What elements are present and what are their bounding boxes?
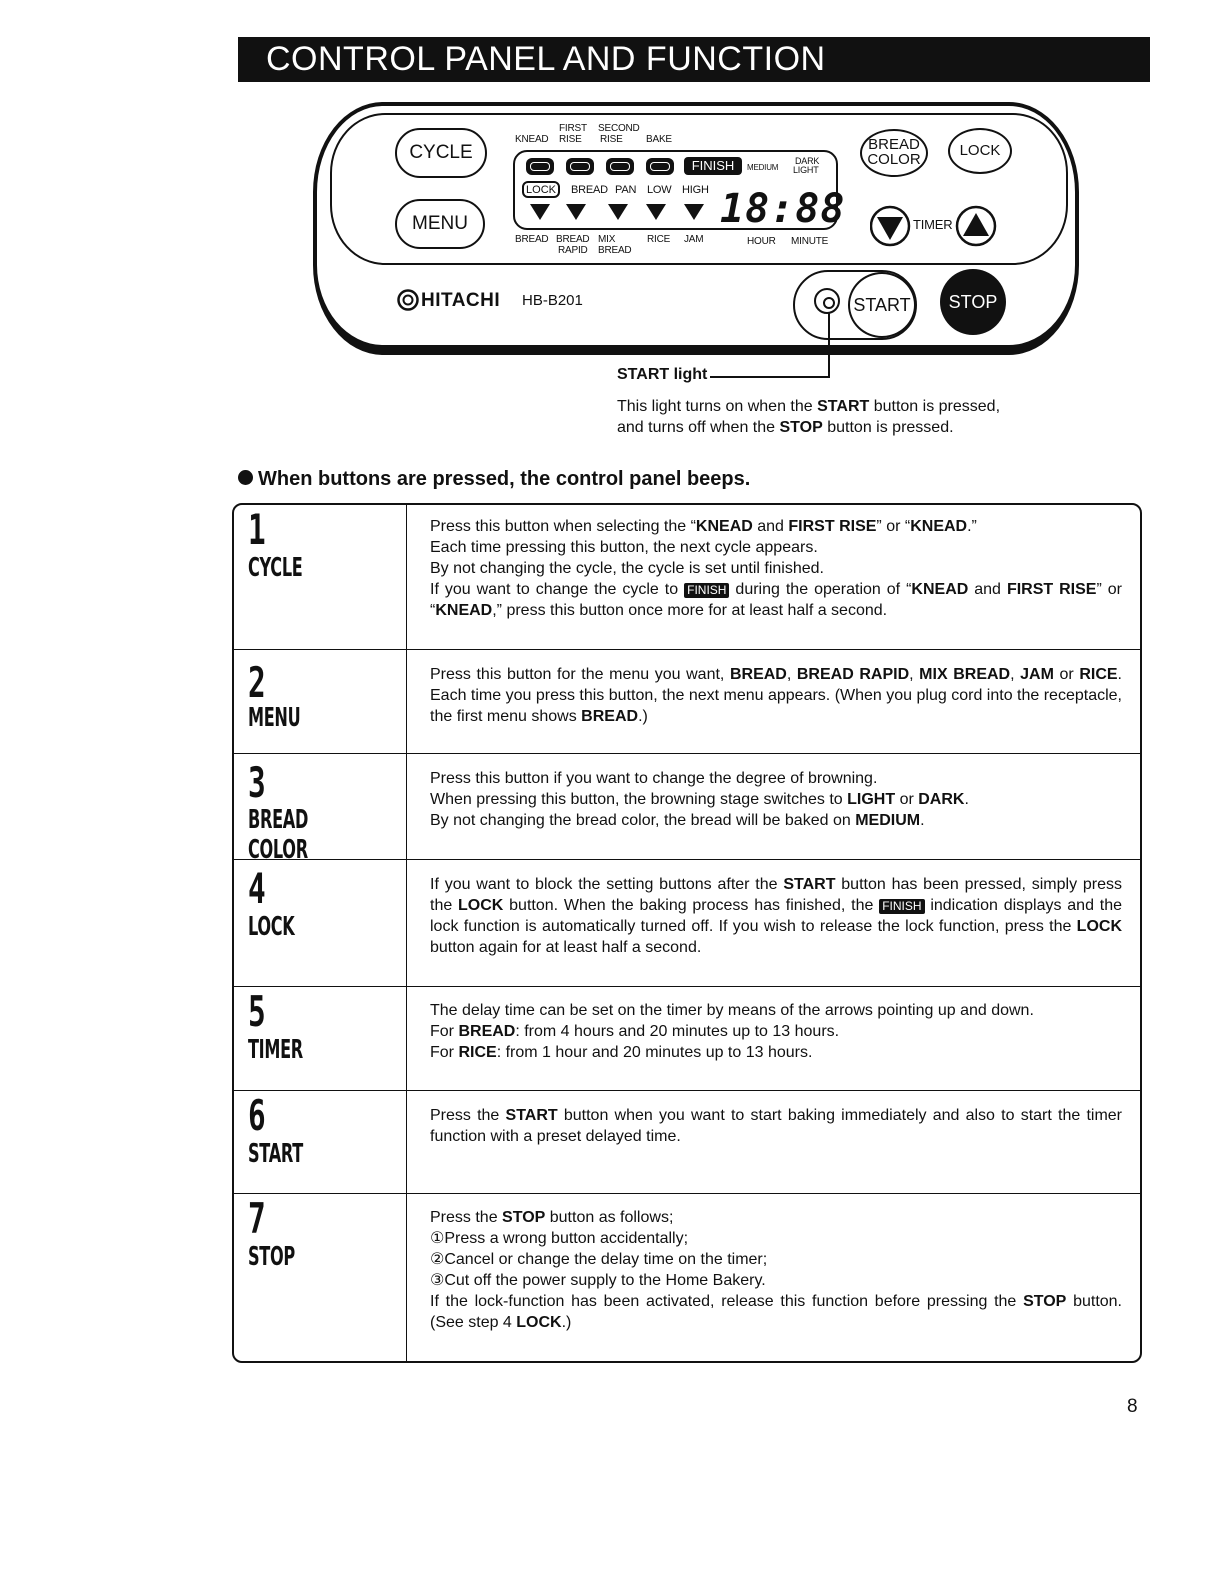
indicator-bake [646,158,674,175]
table-row [234,860,1140,987]
lock-indicator: LOCK [522,181,560,198]
step-description [430,1000,1122,1063]
r1-b2: FIRST RISE [788,518,877,535]
r4-c: button has been pressed, simply press the [430,876,1123,914]
row-label-cell [234,754,407,865]
r7-b2: STOP [1023,1293,1067,1310]
r2-b6: BREAD [581,708,639,725]
r1-d: ” or “ [876,518,911,535]
r4-d: button. When the baking process has finished, the [503,897,880,914]
page-number: 8 [1127,1396,1138,1417]
r7-e: button. (See step 4 [430,1293,1123,1331]
r5-b2: RICE [458,1044,497,1061]
lock-button: LOCK [948,128,1012,174]
sl-text-4: button is pressed. [827,419,954,436]
label-rise-1: RISE [559,134,582,145]
menu-button: MENU [395,199,485,249]
label-menu-mix: MIX [598,234,616,245]
bread-color-line-1: BREAD [868,136,920,153]
r3-b1: LIGHT [847,791,896,808]
r7-b1: STOP [502,1209,546,1226]
brand-name: HITACHI [421,290,501,311]
label-dark: DARK [795,156,820,166]
r2-a: Press this button for the menu you want, [430,666,730,683]
r1-g: during the operation of “ [729,581,912,598]
finish-badge: FINISH [879,899,924,914]
row-label-cell [234,987,407,1090]
menu-pointer-bread [530,204,550,220]
r2-d: . Each time you press this button, the next menu appears. (When you plug cord into the receptacle, the first menu shows [430,666,1122,725]
r3-b3: MEDIUM [855,812,921,829]
r6-c: button when you want to start baking immediately and also to start the timer function with a preset delayed time. [430,1107,1122,1145]
r7-b3: LOCK [516,1314,562,1331]
label-menu-rice: RICE [647,234,671,245]
menu-pointer-rice [646,204,666,220]
label-light: LIGHT [793,165,819,175]
r1-l3: By not changing the cycle, the cycle is set until finished. [430,560,824,577]
label-low: LOW [647,184,672,196]
lcd-time-readout: 18:88 [720,186,846,232]
r3-d: . [964,791,969,808]
r3-c: or [895,791,919,808]
function-table [232,503,1142,1363]
r2-b3: MIX BREAD [919,666,1011,683]
label-bread-pan-2: PAN [615,184,637,196]
r6-b1: START [505,1107,558,1124]
r1-l2: Each time pressing this button, the next cycle appears. [430,539,818,556]
label-medium: MEDIUM [747,163,779,172]
r5-a: For [430,1023,459,1040]
r1-j: ,” press this button once more for at least half a second. [492,602,888,619]
indicator-second-rise [606,158,634,175]
label-hour: HOUR [747,236,776,247]
timer-label: TIMER [913,217,953,232]
r4-e: indication displays and the lock function is automatically turned off. If you wish to release the lock function, press the [430,897,1123,935]
menu-pointer-mix-bread [608,204,628,220]
r2-b4: JAM [1020,666,1054,683]
r2-b1: BREAD [729,666,787,683]
label-menu-bread: BREAD [515,234,549,245]
r7-c: button as follows; [545,1209,674,1226]
leader-line-horizontal [710,376,830,378]
r1-e: .” [967,518,977,535]
step-number: 1 [248,505,266,554]
r5-l1: The delay time can be set on the timer by means of the arrows pointing up and down. [430,1002,1034,1019]
step-label: START [248,1139,303,1169]
r1-b5: FIRST RISE [1006,581,1097,598]
cycle-button: CYCLE [395,128,487,178]
step-label: LOCK [248,912,295,942]
step-number: 6 [248,1091,266,1140]
label-minute: MINUTE [791,236,829,247]
start-light-label: START light [617,366,708,383]
sl-stop: STOP [779,419,823,436]
label-menu-bread-2: BREAD [556,234,590,245]
start-light-icon [814,288,840,314]
r4-a: If you want to block the setting buttons after the [430,876,784,893]
label-menu-jam: JAM [684,234,704,245]
menu-pointer-bread-rapid [566,204,586,220]
row-label-cell [234,860,407,986]
r5-c: : from 4 hours and 20 minutes up to 13 hours. [515,1023,840,1040]
start-button: START [848,272,916,338]
r5-e: : from 1 hour and 20 minutes up to 13 hours. [496,1044,813,1061]
r1-b6: KNEAD [435,602,493,619]
step-number: 3 [248,758,266,807]
r3-l1: Press this button if you want to change the degree of browning. [430,770,878,787]
step-description [430,1207,1122,1333]
step-number: 5 [248,987,266,1036]
table-row [234,1194,1140,1363]
r7-l2: ①Press a wrong button accidentally; [430,1230,689,1247]
r4-b1: START [783,876,836,893]
r3-e: By not changing the bread color, the bread will be baked on [430,812,856,829]
step-description [430,664,1122,727]
step-description [430,874,1122,958]
r4-f: button again for at least half a second. [430,939,702,956]
start-light-description [617,396,1057,438]
r6-a: Press the [430,1107,506,1124]
step-number: 2 [248,658,266,707]
step-description [430,516,1122,621]
page-title: CONTROL PANEL AND FUNCTION [238,37,1150,82]
r4-b3: LOCK [1076,918,1122,935]
step-label: TIMER [248,1035,303,1065]
label-menu-bread-3: BREAD [598,245,632,256]
r4-b2: LOCK [458,897,504,914]
r7-l4: ③Cut off the power supply to the Home Bakery. [430,1272,766,1289]
r7-f: .) [561,1314,572,1331]
r1-f: If you want to change the cycle to [430,581,685,598]
stop-button: STOP [940,269,1006,335]
r7-d: If the lock-function has been activated, release this function before pressing the [430,1293,1024,1310]
beep-note [238,468,750,491]
r2-b5: RICE [1079,666,1118,683]
r7-a: Press the [430,1209,503,1226]
r7-l3: ②Cancel or change the delay time on the timer; [430,1251,768,1268]
r2-c3: , [1010,666,1021,683]
r1-i: ” or “ [430,581,1122,619]
row-label-cell [234,505,407,649]
step-number: 7 [248,1194,266,1243]
step-description [430,768,1122,831]
hitachi-logo-icon [397,289,419,311]
row-label-cell [234,1091,407,1193]
indicator-knead [526,158,554,175]
r2-c2: , [909,666,920,683]
label-second: SECOND [598,123,640,134]
table-row [234,1091,1140,1194]
sl-start: START [817,398,870,415]
label-knead: KNEAD [515,134,549,145]
r2-c1: , [786,666,797,683]
menu-pointer-jam [684,204,704,220]
label-menu-rapid: RAPID [558,245,588,256]
step-label: MENU [248,703,301,733]
row-label-cell [234,1194,407,1363]
r1-b3: KNEAD [910,518,968,535]
table-row [234,650,1140,754]
step-number: 4 [248,864,266,913]
sl-text-3: and turns off when the [617,419,776,436]
table-row [234,505,1140,650]
step-label: BREAD COLOR [248,805,309,865]
bread-color-button [860,129,928,177]
r5-d: For [430,1044,459,1061]
bullet-icon [238,470,253,485]
r5-b1: BREAD [458,1023,516,1040]
row-label-cell [234,650,407,753]
r3-b2: DARK [918,791,965,808]
beep-note-text: When buttons are pressed, the control panel beeps. [258,468,751,490]
model-number: HB-B201 [522,292,583,309]
label-bread-pan-1: BREAD [571,184,608,196]
sl-text-2: button is pressed, [873,398,1001,415]
r2-e: .) [638,708,648,725]
finish-indicator: FINISH [684,157,742,175]
finish-badge: FINISH [684,583,729,598]
table-row [234,987,1140,1091]
table-row [234,754,1140,865]
step-label: CYCLE [248,553,303,583]
label-rise-2: RISE [600,134,623,145]
sl-text-1: This light turns on when the [617,398,813,415]
r1-c: and [752,518,789,535]
label-bake: BAKE [646,134,672,145]
r3-f: . [920,812,925,829]
leader-line-vertical [828,313,830,377]
r2-c4: or [1053,666,1080,683]
r3-a: When pressing this button, the browning stage switches to [430,791,848,808]
step-label: STOP [248,1242,295,1272]
r1-a: Press this button when selecting the “ [430,518,696,535]
r1-b1: KNEAD [695,518,753,535]
step-description [430,1105,1122,1147]
r1-h: and [968,581,1007,598]
label-first: FIRST [559,123,587,134]
r1-b4: KNEAD [911,581,969,598]
label-high: HIGH [682,184,709,196]
indicator-first-rise [566,158,594,175]
r2-b2: BREAD RAPID [796,666,910,683]
bread-color-line-2: COLOR [867,151,921,168]
